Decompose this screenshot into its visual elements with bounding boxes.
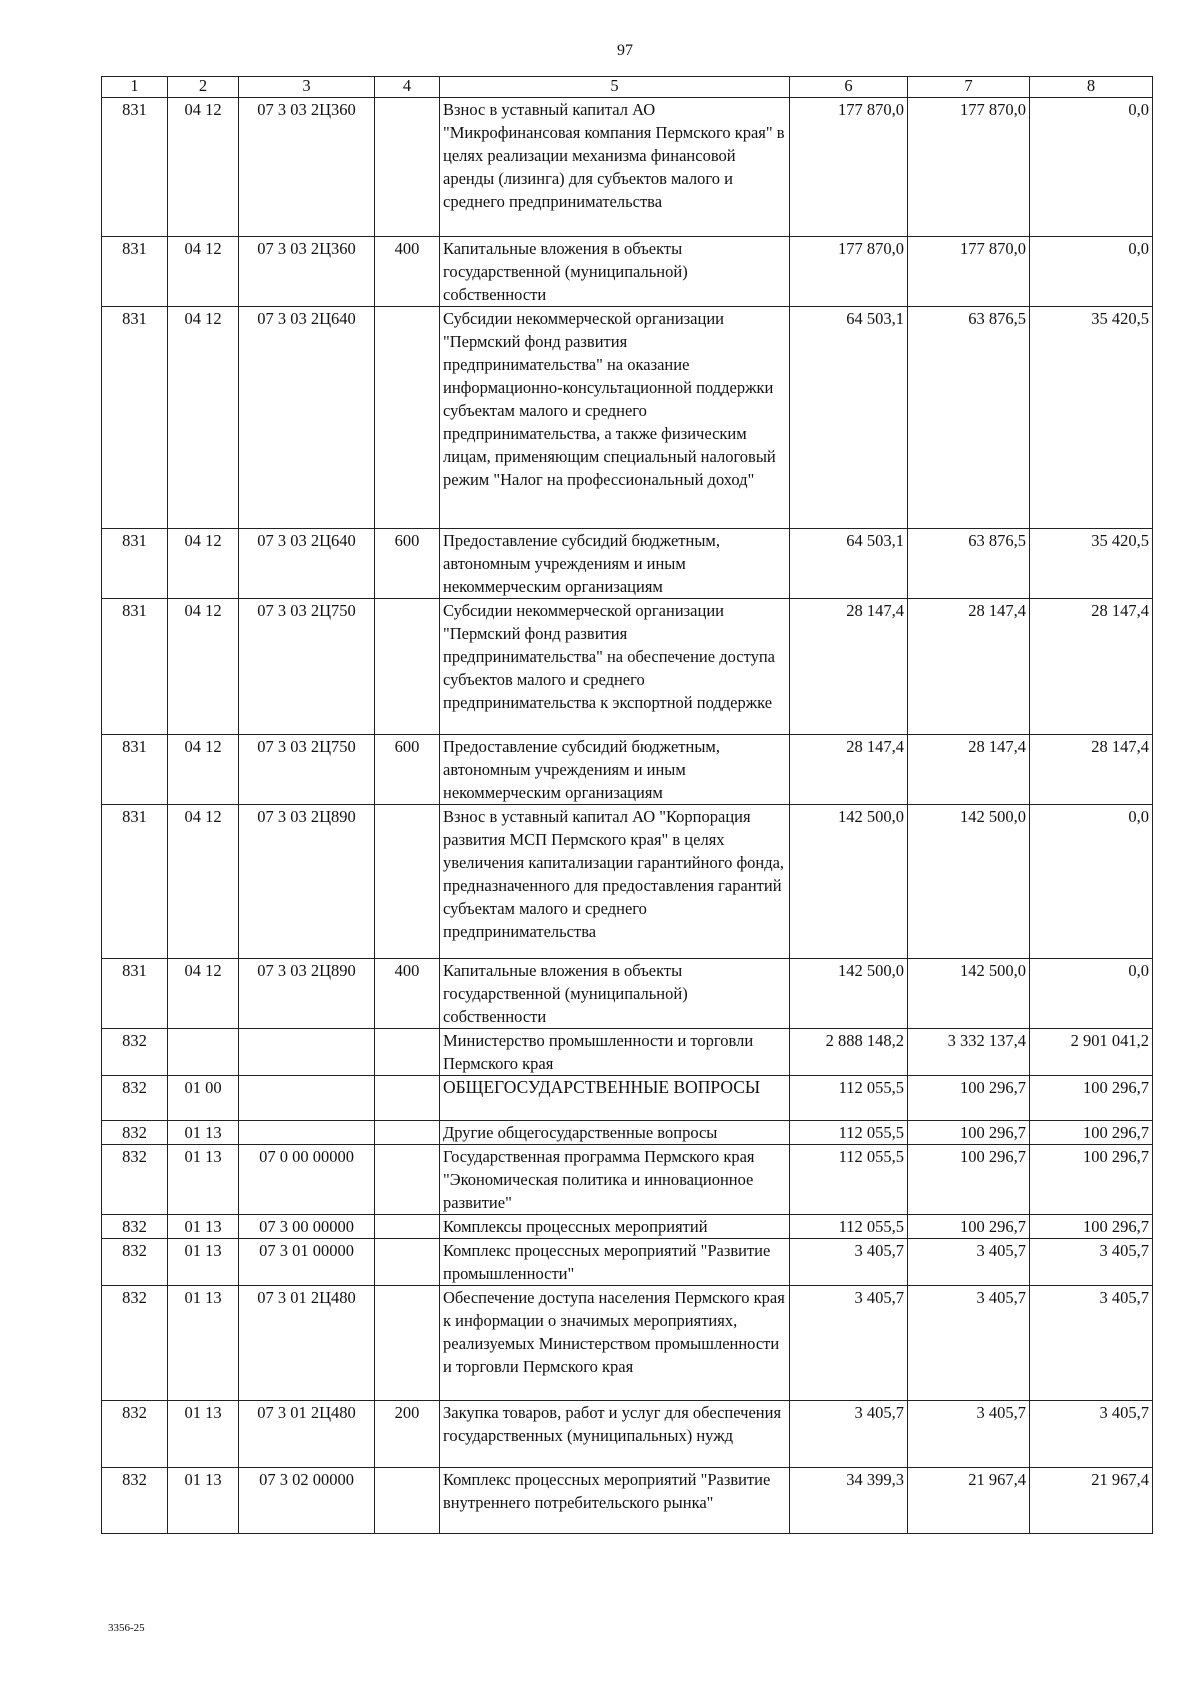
cell-expense-type: 400 [375, 237, 440, 307]
cell-amount-1: 142 500,0 [790, 959, 908, 1029]
table-row [102, 959, 1153, 1029]
cell-expense-type [375, 1239, 440, 1286]
cell-admin-code: 832 [102, 1145, 168, 1215]
cell-expense-type [375, 98, 440, 237]
cell-section: 01 13 [168, 1239, 239, 1286]
cell-expense-type: 400 [375, 959, 440, 1029]
cell-target-article [239, 1076, 375, 1121]
cell-admin-code: 831 [102, 959, 168, 1029]
cell-section: 01 00 [168, 1076, 239, 1121]
cell-amount-3: 100 296,7 [1030, 1076, 1153, 1121]
cell-amount-3: 100 296,7 [1030, 1121, 1153, 1145]
cell-description: Комплексы процессных мероприятий [440, 1215, 790, 1239]
cell-description: Предоставление субсидий бюджетным, автономным учреждениям и иным некоммерческим организациям [440, 735, 790, 805]
cell-amount-3: 100 296,7 [1030, 1215, 1153, 1239]
cell-admin-code: 832 [102, 1029, 168, 1076]
table-row [102, 1121, 1153, 1145]
cell-amount-1: 28 147,4 [790, 599, 908, 735]
header-col-6: 6 [790, 77, 908, 98]
cell-admin-code: 832 [102, 1121, 168, 1145]
cell-admin-code: 831 [102, 98, 168, 237]
cell-amount-1: 142 500,0 [790, 805, 908, 959]
cell-description: ОБЩЕГОСУДАРСТВЕННЫЕ ВОПРОСЫ [440, 1076, 790, 1121]
cell-amount-2: 28 147,4 [908, 599, 1030, 735]
table-row [102, 1145, 1153, 1215]
cell-description: Взнос в уставный капитал АО "Микрофинансовая компания Пермского края" в целях реализации механизма финансовой аренды (лизинга) для субъектов малого и среднего предпринимательства [440, 98, 790, 237]
cell-target-article [239, 1121, 375, 1145]
page-number: 97 [617, 42, 633, 59]
cell-description: Обеспечение доступа населения Пермского края к информации о значимых мероприятиях, реализуемых Министерством промышленности и торговли Пермского края [440, 1286, 790, 1401]
table-row [102, 1215, 1153, 1239]
table-row [102, 1468, 1153, 1534]
header-col-5: 5 [440, 77, 790, 98]
cell-amount-2: 100 296,7 [908, 1121, 1030, 1145]
cell-description: Предоставление субсидий бюджетным, автономным учреждениям и иным некоммерческим организациям [440, 529, 790, 599]
cell-amount-1: 112 055,5 [790, 1121, 908, 1145]
cell-amount-3: 3 405,7 [1030, 1401, 1153, 1468]
cell-amount-3: 35 420,5 [1030, 307, 1153, 529]
table-row [102, 599, 1153, 735]
cell-amount-1: 3 405,7 [790, 1239, 908, 1286]
cell-admin-code: 832 [102, 1286, 168, 1401]
document-code: 3356-25 [108, 1622, 145, 1634]
cell-admin-code: 831 [102, 529, 168, 599]
cell-section: 01 13 [168, 1145, 239, 1215]
cell-expense-type [375, 307, 440, 529]
cell-expense-type [375, 1029, 440, 1076]
cell-expense-type: 600 [375, 735, 440, 805]
cell-amount-1: 34 399,3 [790, 1468, 908, 1534]
cell-amount-3: 0,0 [1030, 237, 1153, 307]
cell-amount-1: 112 055,5 [790, 1076, 908, 1121]
cell-section: 04 12 [168, 959, 239, 1029]
cell-admin-code: 832 [102, 1401, 168, 1468]
cell-target-article: 07 3 03 2Ц890 [239, 805, 375, 959]
cell-amount-2: 3 405,7 [908, 1239, 1030, 1286]
cell-admin-code: 832 [102, 1215, 168, 1239]
cell-target-article: 07 3 03 2Ц360 [239, 237, 375, 307]
cell-section: 01 13 [168, 1401, 239, 1468]
cell-amount-1: 2 888 148,2 [790, 1029, 908, 1076]
header-col-1: 1 [102, 77, 168, 98]
cell-amount-1: 177 870,0 [790, 237, 908, 307]
cell-description: Министерство промышленности и торговли Пермского края [440, 1029, 790, 1076]
cell-admin-code: 831 [102, 599, 168, 735]
cell-expense-type [375, 1121, 440, 1145]
cell-amount-3: 21 967,4 [1030, 1468, 1153, 1534]
cell-section: 04 12 [168, 529, 239, 599]
cell-amount-3: 28 147,4 [1030, 735, 1153, 805]
table-row [102, 1076, 1153, 1121]
cell-section: 01 13 [168, 1121, 239, 1145]
cell-admin-code: 831 [102, 735, 168, 805]
cell-amount-1: 112 055,5 [790, 1145, 908, 1215]
cell-amount-2: 142 500,0 [908, 959, 1030, 1029]
table-row [102, 237, 1153, 307]
cell-amount-2: 142 500,0 [908, 805, 1030, 959]
cell-expense-type [375, 599, 440, 735]
cell-amount-3: 0,0 [1030, 98, 1153, 237]
table-row [102, 1029, 1153, 1076]
cell-amount-3: 3 405,7 [1030, 1286, 1153, 1401]
cell-amount-2: 3 405,7 [908, 1401, 1030, 1468]
cell-amount-3: 35 420,5 [1030, 529, 1153, 599]
cell-amount-2: 3 405,7 [908, 1286, 1030, 1401]
cell-section: 04 12 [168, 237, 239, 307]
header-col-2: 2 [168, 77, 239, 98]
cell-amount-2: 100 296,7 [908, 1076, 1030, 1121]
table-row [102, 529, 1153, 599]
cell-expense-type [375, 805, 440, 959]
cell-amount-3: 0,0 [1030, 805, 1153, 959]
cell-amount-1: 3 405,7 [790, 1401, 908, 1468]
cell-admin-code: 832 [102, 1076, 168, 1121]
cell-amount-2: 63 876,5 [908, 307, 1030, 529]
cell-description: Закупка товаров, работ и услуг для обеспечения государственных (муниципальных) нужд [440, 1401, 790, 1468]
cell-section: 04 12 [168, 735, 239, 805]
cell-target-article: 07 3 00 00000 [239, 1215, 375, 1239]
cell-expense-type [375, 1215, 440, 1239]
cell-admin-code: 832 [102, 1239, 168, 1286]
cell-description: Капитальные вложения в объекты государственной (муниципальной) собственности [440, 959, 790, 1029]
table-row [102, 1239, 1153, 1286]
table-row [102, 98, 1153, 237]
cell-expense-type: 200 [375, 1401, 440, 1468]
header-row [102, 77, 1153, 98]
cell-description: Субсидии некоммерческой организации "Пермский фонд развития предпринимательства" на оказание информационно-консультационной поддержки субъектам малого и среднего предпринимательства, а также физическим лицам, применяющим специальный налоговый режим "Налог на профессиональный доход" [440, 307, 790, 529]
cell-amount-1: 112 055,5 [790, 1215, 908, 1239]
cell-target-article: 07 3 03 2Ц640 [239, 529, 375, 599]
cell-section [168, 1029, 239, 1076]
cell-section: 01 13 [168, 1286, 239, 1401]
cell-expense-type [375, 1145, 440, 1215]
cell-description: Капитальные вложения в объекты государственной (муниципальной) собственности [440, 237, 790, 307]
header-col-4: 4 [375, 77, 440, 98]
table-row [102, 1401, 1153, 1468]
cell-description: Другие общегосударственные вопросы [440, 1121, 790, 1145]
cell-amount-3: 3 405,7 [1030, 1239, 1153, 1286]
cell-target-article: 07 3 01 2Ц480 [239, 1401, 375, 1468]
table-row [102, 307, 1153, 529]
budget-table [101, 76, 1153, 1534]
cell-expense-type [375, 1076, 440, 1121]
cell-amount-3: 2 901 041,2 [1030, 1029, 1153, 1076]
cell-section: 04 12 [168, 307, 239, 529]
cell-section: 04 12 [168, 98, 239, 237]
cell-section: 01 13 [168, 1468, 239, 1534]
cell-amount-2: 21 967,4 [908, 1468, 1030, 1534]
cell-section: 04 12 [168, 805, 239, 959]
cell-amount-2: 3 332 137,4 [908, 1029, 1030, 1076]
cell-amount-2: 63 876,5 [908, 529, 1030, 599]
cell-target-article [239, 1029, 375, 1076]
cell-amount-1: 64 503,1 [790, 307, 908, 529]
cell-admin-code: 831 [102, 805, 168, 959]
cell-expense-type [375, 1286, 440, 1401]
cell-amount-2: 100 296,7 [908, 1215, 1030, 1239]
cell-target-article: 07 0 00 00000 [239, 1145, 375, 1215]
cell-target-article: 07 3 01 00000 [239, 1239, 375, 1286]
table-row [102, 1286, 1153, 1401]
cell-amount-3: 28 147,4 [1030, 599, 1153, 735]
cell-description: Комплекс процессных мероприятий "Развитие промышленности" [440, 1239, 790, 1286]
cell-section: 04 12 [168, 599, 239, 735]
cell-amount-2: 100 296,7 [908, 1145, 1030, 1215]
cell-amount-3: 100 296,7 [1030, 1145, 1153, 1215]
cell-admin-code: 832 [102, 1468, 168, 1534]
cell-admin-code: 831 [102, 307, 168, 529]
cell-amount-2: 177 870,0 [908, 98, 1030, 237]
table-row [102, 805, 1153, 959]
cell-target-article: 07 3 03 2Ц750 [239, 735, 375, 805]
cell-target-article: 07 3 03 2Ц890 [239, 959, 375, 1029]
table-row [102, 735, 1153, 805]
cell-expense-type: 600 [375, 529, 440, 599]
cell-admin-code: 831 [102, 237, 168, 307]
header-col-3: 3 [239, 77, 375, 98]
cell-description: Взнос в уставный капитал АО "Корпорация развития МСП Пермского края" в целях увеличения капитализации гарантийного фонда, предназначенного для предоставления гарантий субъектам малого и среднего предпринимательства [440, 805, 790, 959]
cell-section: 01 13 [168, 1215, 239, 1239]
cell-expense-type [375, 1468, 440, 1534]
cell-amount-1: 3 405,7 [790, 1286, 908, 1401]
cell-target-article: 07 3 03 2Ц640 [239, 307, 375, 529]
cell-amount-2: 177 870,0 [908, 237, 1030, 307]
cell-description: Комплекс процессных мероприятий "Развитие внутреннего потребительского рынка" [440, 1468, 790, 1534]
cell-amount-1: 64 503,1 [790, 529, 908, 599]
cell-target-article: 07 3 03 2Ц750 [239, 599, 375, 735]
header-col-8: 8 [1030, 77, 1153, 98]
cell-description: Государственная программа Пермского края "Экономическая политика и инновационное развитие" [440, 1145, 790, 1215]
cell-description: Субсидии некоммерческой организации "Пермский фонд развития предпринимательства" на обеспечение доступа субъектов малого и среднего предпринимательства к экспортной поддержке [440, 599, 790, 735]
cell-amount-1: 177 870,0 [790, 98, 908, 237]
cell-amount-3: 0,0 [1030, 959, 1153, 1029]
cell-amount-2: 28 147,4 [908, 735, 1030, 805]
cell-amount-1: 28 147,4 [790, 735, 908, 805]
cell-target-article: 07 3 01 2Ц480 [239, 1286, 375, 1401]
header-col-7: 7 [908, 77, 1030, 98]
cell-target-article: 07 3 03 2Ц360 [239, 98, 375, 237]
cell-target-article: 07 3 02 00000 [239, 1468, 375, 1534]
